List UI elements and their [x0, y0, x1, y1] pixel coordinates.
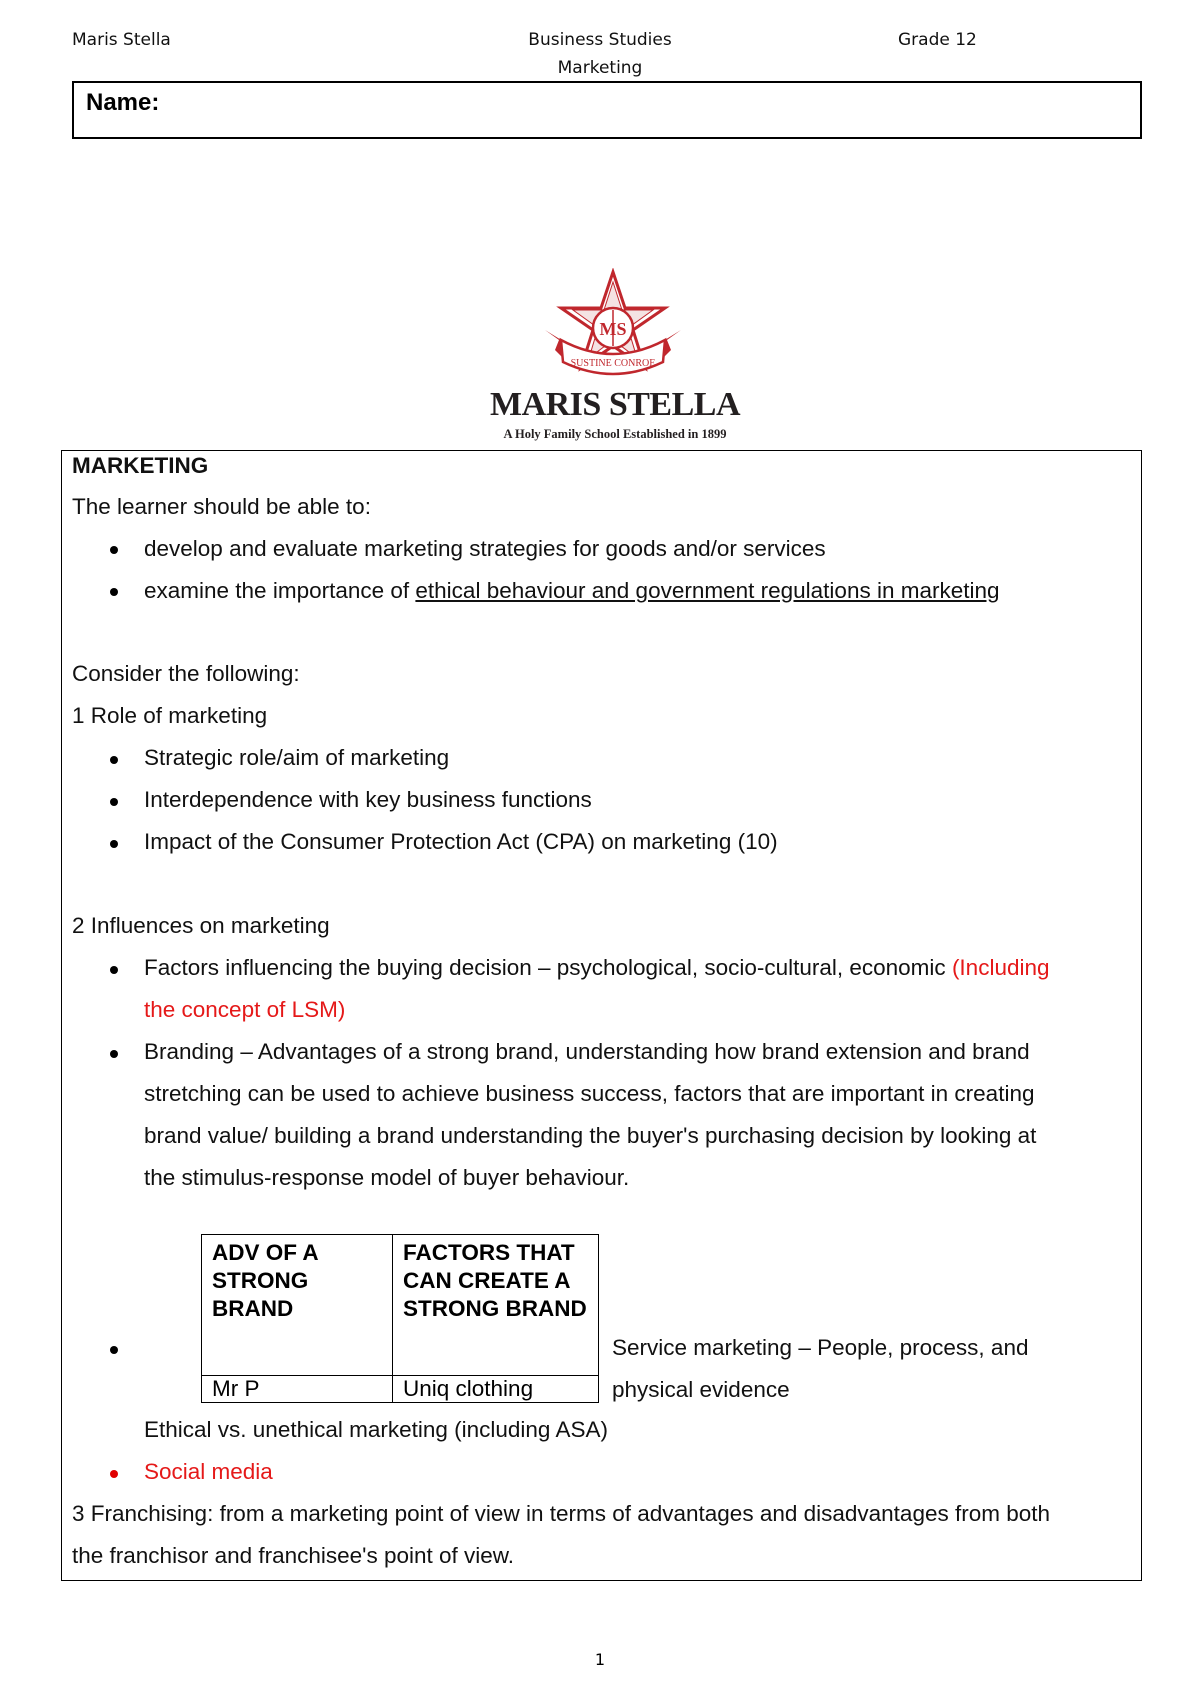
name-field-box[interactable]: [72, 81, 1142, 139]
bullet-icon: [110, 840, 118, 848]
section1-item: Interdependence with key business functions: [144, 787, 592, 812]
table-row: [202, 1376, 599, 1403]
table-cell: Uniq clothing: [393, 1376, 599, 1403]
objective-1: develop and evaluate marketing strategies for goods and/or services: [144, 536, 826, 561]
header-topic: Marketing: [557, 58, 643, 78]
logo-title: MARIS STELLA: [489, 386, 740, 423]
factors-red-continuation: the concept of LSM): [144, 997, 346, 1022]
table-cell: Mr P: [202, 1376, 393, 1403]
section3-line: 3 Franchising: from a marketing point of view in terms of advantages and disadvantages from both: [72, 1501, 1051, 1526]
section-heading: MARKETING: [72, 453, 209, 478]
section2-title: 2 Influences on marketing: [72, 913, 330, 938]
objective-2-text: examine the importance of: [144, 578, 416, 603]
header-grade: Grade 12: [898, 30, 977, 50]
service-marketing-line: Service marketing – People, process, and: [612, 1335, 1029, 1360]
table-header-adv: ADV OF A STRONG BRAND: [202, 1235, 393, 1376]
branding-line: Branding – Advantages of a strong brand, understanding how brand extension and brand: [144, 1039, 1030, 1064]
bullet-icon: [110, 1470, 118, 1478]
branding-line: stretching can be used to achieve business success, factors that are important in creating: [144, 1081, 1035, 1106]
service-marketing-line: physical evidence: [612, 1377, 790, 1402]
name-field-label: Name:: [86, 89, 160, 116]
page-number: 1: [594, 1650, 606, 1669]
social-media-line: Social media: [144, 1459, 273, 1484]
crest-motto: SUSTINE CONROE: [570, 358, 656, 369]
factors-red-text: (Including: [951, 955, 1050, 980]
intro-text: The learner should be able to:: [72, 494, 371, 519]
branding-line: the stimulus-response model of buyer behaviour.: [144, 1165, 630, 1190]
bullet-icon: [110, 588, 118, 596]
section1-item: Strategic role/aim of marketing: [144, 745, 450, 770]
header-school-name: Maris Stella: [72, 30, 171, 50]
bullet-icon: [110, 756, 118, 764]
section1-item: Impact of the Consumer Protection Act (CPA) on marketing (10): [144, 829, 778, 854]
bullet-icon: [110, 546, 118, 554]
brand-table: [201, 1234, 599, 1403]
section3-line: the franchisor and franchisee's point of view.: [72, 1543, 515, 1568]
objective-2-underlined: ethical behaviour and government regulations in marketing: [415, 578, 1000, 603]
header-subject: Business Studies: [528, 30, 672, 50]
crest-monogram: MS: [599, 319, 627, 339]
bullet-icon: [110, 1050, 118, 1058]
ethical-line: Ethical vs. unethical marketing (including ASA): [144, 1417, 608, 1442]
bullet-icon: [110, 966, 118, 974]
bullet-icon: [110, 1346, 118, 1354]
bullet-icon: [110, 798, 118, 806]
factors-line: [144, 954, 1050, 982]
table-header-factors: FACTORS THAT CAN CREATE A STRONG BRAND: [393, 1235, 599, 1376]
branding-line: brand value/ building a brand understanding the buyer's purchasing decision by looking at: [144, 1123, 1037, 1148]
section1-title: 1 Role of marketing: [72, 703, 268, 728]
factors-text: Factors influencing the buying decision – psychological, socio-cultural, economic: [144, 955, 952, 980]
objective-2: [144, 577, 1000, 605]
logo-subtitle: A Holy Family School Established in 1899: [503, 427, 727, 441]
consider-text: Consider the following:: [72, 661, 300, 686]
